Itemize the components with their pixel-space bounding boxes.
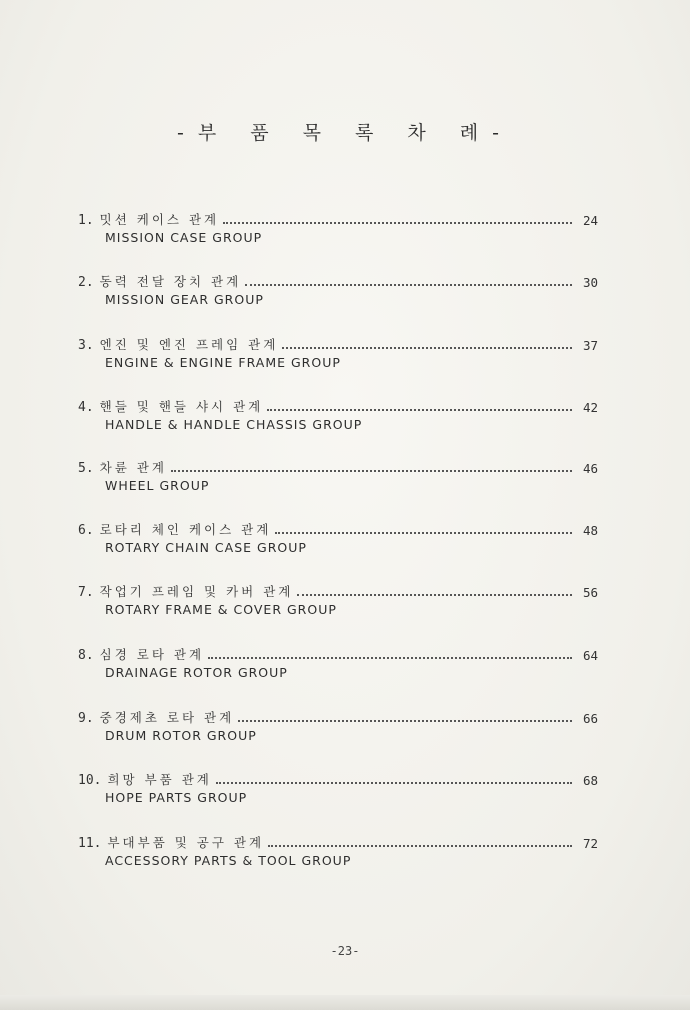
entry-korean-title: 엔진 및 엔진 프레임 관계 <box>99 337 279 352</box>
entry-english-title: MISSION CASE GROUP <box>105 230 263 245</box>
entry-english-title: ENGINE & ENGINE FRAME GROUP <box>105 355 341 370</box>
entry-korean-title: 작업기 프레임 및 카버 관계 <box>99 584 294 599</box>
page-number-footer: -23- <box>330 944 360 958</box>
entry-number: 6. <box>78 523 94 538</box>
dot-leader <box>208 655 572 659</box>
entry-page-number: 42 <box>582 400 598 415</box>
entry-english-title: ROTARY CHAIN CASE GROUP <box>105 540 307 555</box>
toc-entry-9 <box>78 706 598 750</box>
dot-leader <box>267 407 572 411</box>
entry-english-title: ACCESSORY PARTS & TOOL GROUP <box>105 853 352 868</box>
dot-leader <box>275 530 572 534</box>
dot-leader <box>223 220 572 224</box>
entry-korean-title: 밋션 케이스 관계 <box>99 212 220 227</box>
dot-leader <box>238 718 572 722</box>
toc-entry-8 <box>78 643 598 687</box>
toc-entry-1 <box>78 208 598 252</box>
entry-number: 4. <box>78 400 94 415</box>
entry-english-title: HOPE PARTS GROUP <box>105 790 248 805</box>
entry-number: 11. <box>78 836 102 851</box>
entry-korean-title: 부대부품 및 공구 관계 <box>107 835 265 850</box>
entry-korean-title: 중경제초 로타 관계 <box>99 710 235 725</box>
dot-leader <box>297 592 572 596</box>
toc-entry-6 <box>78 518 598 562</box>
entry-page-number: 72 <box>582 836 598 851</box>
dot-leader <box>171 468 572 472</box>
entry-korean-title: 핸들 및 핸들 샤시 관계 <box>99 399 264 414</box>
entry-english-title: ROTARY FRAME & COVER GROUP <box>105 602 337 617</box>
page-title: -부 품 목 록 차 례- <box>176 122 514 144</box>
entry-number: 7. <box>78 585 94 600</box>
entry-korean-title: 심경 로타 관계 <box>99 647 205 662</box>
dot-leader <box>282 345 572 349</box>
entry-page-number: 68 <box>582 773 598 788</box>
toc-entry-10 <box>78 768 598 812</box>
toc-entry-4 <box>78 395 598 439</box>
entry-number: 1. <box>78 213 94 228</box>
scan-bottom-edge <box>0 995 690 1010</box>
entry-english-title: MISSION GEAR GROUP <box>105 292 264 307</box>
entry-page-number: 48 <box>582 523 598 538</box>
entry-number: 8. <box>78 648 94 663</box>
dot-leader <box>245 282 572 286</box>
toc-entry-3 <box>78 333 598 377</box>
entry-number: 9. <box>78 711 94 726</box>
entry-page-number: 64 <box>582 648 598 663</box>
entry-korean-title: 희망 부품 관계 <box>107 772 212 787</box>
entry-page-number: 56 <box>582 585 598 600</box>
toc-entry-11 <box>78 831 598 875</box>
entry-english-title: WHEEL GROUP <box>105 478 210 493</box>
entry-number: 3. <box>78 338 94 353</box>
entry-page-number: 30 <box>582 275 598 290</box>
entry-page-number: 24 <box>582 213 598 228</box>
entry-english-title: DRAINAGE ROTOR GROUP <box>105 665 288 680</box>
toc-entry-5 <box>78 456 598 500</box>
entry-korean-title: 차륜 관계 <box>99 460 167 475</box>
entry-number: 2. <box>78 275 94 290</box>
toc-entry-7 <box>78 580 598 624</box>
entry-korean-title: 동력 전달 장치 관계 <box>99 274 242 289</box>
entry-page-number: 37 <box>582 338 598 353</box>
entry-korean-title: 로타리 체인 케이스 관계 <box>99 522 272 537</box>
dot-leader <box>216 780 572 784</box>
entry-number: 10. <box>78 773 102 788</box>
entry-english-title: DRUM ROTOR GROUP <box>105 728 257 743</box>
entry-page-number: 46 <box>582 461 598 476</box>
entry-english-title: HANDLE & HANDLE CHASSIS GROUP <box>105 417 363 432</box>
entry-page-number: 66 <box>582 711 598 726</box>
entry-number: 5. <box>78 461 94 476</box>
dot-leader <box>268 843 572 847</box>
toc-entry-2 <box>78 270 598 314</box>
